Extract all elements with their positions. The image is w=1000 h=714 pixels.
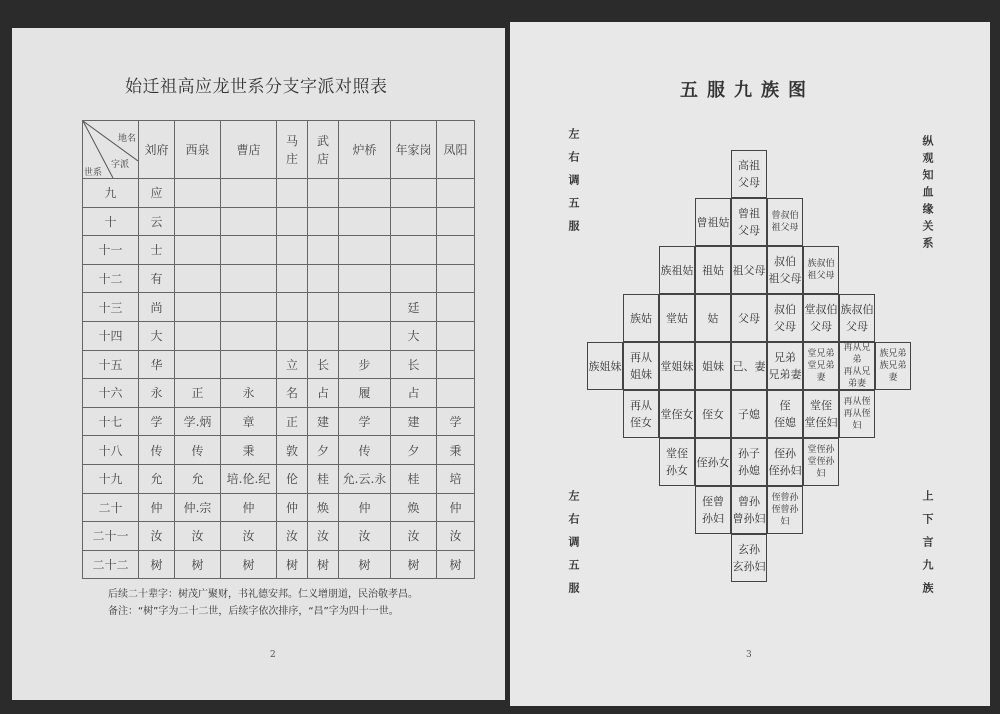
- table-row: [83, 236, 475, 265]
- character-cell: 章: [221, 407, 277, 436]
- character-cell: [339, 236, 391, 265]
- character-cell: 汝: [437, 522, 475, 551]
- character-cell: [391, 207, 437, 236]
- character-cell: [175, 264, 221, 293]
- generation-cell: 二十: [83, 493, 139, 522]
- column-header: 武 店: [308, 121, 339, 179]
- generation-cell: 十: [83, 207, 139, 236]
- character-cell: 正: [175, 379, 221, 408]
- kinship-cell: 父母: [731, 294, 767, 342]
- kinship-cell: 族祖姑: [659, 246, 695, 294]
- character-cell: [437, 207, 475, 236]
- kinship-cell: 侄 侄媳: [767, 390, 803, 438]
- kinship-cell: 堂侄孙 堂侄孙妇: [803, 438, 839, 486]
- character-cell: 树: [277, 550, 308, 579]
- character-cell: [277, 207, 308, 236]
- character-cell: [277, 179, 308, 208]
- generation-cell: 十八: [83, 436, 139, 465]
- table-row: [83, 207, 475, 236]
- side-text-right-top: 纵观知血缘关系: [921, 135, 934, 254]
- kinship-cell: 堂姐妹: [659, 342, 695, 390]
- table-row: [83, 493, 475, 522]
- character-cell: 敦: [277, 436, 308, 465]
- column-header: 西泉: [175, 121, 221, 179]
- kinship-cell: 堂叔伯 父母: [803, 294, 839, 342]
- table-row: [83, 407, 475, 436]
- generation-cell: 十五: [83, 350, 139, 379]
- character-cell: 允: [139, 464, 175, 493]
- character-cell: 树: [308, 550, 339, 579]
- side-text-left-bottom: 左右调五服: [567, 490, 580, 605]
- character-cell: 允: [175, 464, 221, 493]
- character-cell: 树: [437, 550, 475, 579]
- table-row: [83, 550, 475, 579]
- character-cell: 培: [437, 464, 475, 493]
- page-number-left: 2: [270, 650, 276, 660]
- character-cell: [221, 207, 277, 236]
- character-cell: [221, 293, 277, 322]
- kinship-cell: 高祖 父母: [731, 150, 767, 198]
- corner-header: [83, 121, 139, 179]
- table-row: [83, 436, 475, 465]
- character-cell: 有: [139, 264, 175, 293]
- kinship-cell: 子媳: [731, 390, 767, 438]
- character-cell: 仲: [339, 493, 391, 522]
- kinship-cell: 侄孙 侄孙妇: [767, 438, 803, 486]
- character-cell: 应: [139, 179, 175, 208]
- character-cell: 仲: [139, 493, 175, 522]
- table-row: [83, 350, 475, 379]
- character-cell: 传: [139, 436, 175, 465]
- generation-cell: 十六: [83, 379, 139, 408]
- kinship-cell: 曾祖 父母: [731, 198, 767, 246]
- character-cell: [437, 321, 475, 350]
- character-cell: 焕: [391, 493, 437, 522]
- character-cell: [277, 321, 308, 350]
- character-cell: [277, 264, 308, 293]
- character-cell: 尚: [139, 293, 175, 322]
- kinship-cell: 再从 姐妹: [623, 342, 659, 390]
- character-cell: 仲.宗: [175, 493, 221, 522]
- character-cell: 名: [277, 379, 308, 408]
- kinship-cell: 族姐妹: [587, 342, 623, 390]
- character-cell: 永: [221, 379, 277, 408]
- kinship-cell: 曾祖姑: [695, 198, 731, 246]
- generation-cell: 十二: [83, 264, 139, 293]
- column-header: 炉桥: [339, 121, 391, 179]
- character-cell: 云: [139, 207, 175, 236]
- character-cell: [221, 179, 277, 208]
- character-cell: 立: [277, 350, 308, 379]
- kinship-cell: 己、妻: [731, 342, 767, 390]
- kinship-cell: 堂侄女: [659, 390, 695, 438]
- kinship-cell: 族叔伯 父母: [839, 294, 875, 342]
- page-number-right: 3: [746, 650, 752, 660]
- character-cell: [175, 207, 221, 236]
- table-row: [83, 179, 475, 208]
- kinship-cell: 堂侄 孙女: [659, 438, 695, 486]
- character-cell: 廷: [391, 293, 437, 322]
- column-header: 曹店: [221, 121, 277, 179]
- generation-cell: 十七: [83, 407, 139, 436]
- column-header: 马 庄: [277, 121, 308, 179]
- character-cell: 履: [339, 379, 391, 408]
- character-cell: [308, 207, 339, 236]
- kinship-cell: 玄孙 玄孙妇: [731, 534, 767, 582]
- character-cell: [175, 321, 221, 350]
- character-cell: 长: [391, 350, 437, 379]
- character-cell: [339, 264, 391, 293]
- kinship-cell: 侄女: [695, 390, 731, 438]
- character-cell: 汝: [175, 522, 221, 551]
- character-cell: 树: [175, 550, 221, 579]
- character-cell: 士: [139, 236, 175, 265]
- character-cell: [277, 293, 308, 322]
- character-cell: 仲: [221, 493, 277, 522]
- character-cell: 桂: [308, 464, 339, 493]
- kinship-cell: 堂兄弟 堂兄弟妻: [803, 342, 839, 390]
- character-cell: [221, 321, 277, 350]
- table-row: [83, 321, 475, 350]
- character-cell: 占: [391, 379, 437, 408]
- character-cell: 占: [308, 379, 339, 408]
- character-cell: 大: [139, 321, 175, 350]
- character-cell: [339, 321, 391, 350]
- generation-cell: 十一: [83, 236, 139, 265]
- table-note-1: 后续二十辈字：树茂广聚财，书礼德安邦。仁义增朋道，民治敬孝昌。: [108, 589, 418, 600]
- table-note-2: 备注：“树”字为二十二世，后续字依次排序，“昌”字为四十一世。: [108, 606, 399, 617]
- character-cell: 传: [175, 436, 221, 465]
- character-cell: [175, 293, 221, 322]
- kinship-cell: 兄弟 兄弟妻: [767, 342, 803, 390]
- corner-label-generation: 世系: [84, 168, 103, 178]
- table-row: [83, 464, 475, 493]
- character-cell: [175, 236, 221, 265]
- character-cell: 学: [139, 407, 175, 436]
- character-cell: 汝: [339, 522, 391, 551]
- character-cell: [175, 350, 221, 379]
- character-cell: [391, 236, 437, 265]
- character-cell: 焕: [308, 493, 339, 522]
- kinship-cell: 侄曾孙 侄曾孙妇: [767, 486, 803, 534]
- character-cell: [308, 321, 339, 350]
- character-cell: [437, 236, 475, 265]
- generation-cell: 十九: [83, 464, 139, 493]
- generation-cell: 十四: [83, 321, 139, 350]
- table-title: 始迁祖高应龙世系分支字派对照表: [125, 77, 388, 97]
- character-cell: [175, 179, 221, 208]
- kinship-cell: 祖姑: [695, 246, 731, 294]
- character-cell: 步: [339, 350, 391, 379]
- kinship-cell: 曾叔伯 祖父母: [767, 198, 803, 246]
- character-cell: 汝: [277, 522, 308, 551]
- character-cell: [437, 264, 475, 293]
- generation-cell: 二十二: [83, 550, 139, 579]
- kinship-cell: 叔伯 祖父母: [767, 246, 803, 294]
- character-cell: 培.伦.纪: [221, 464, 277, 493]
- character-cell: 夕: [308, 436, 339, 465]
- character-cell: 允.云.永: [339, 464, 391, 493]
- kinship-cell: 叔伯 父母: [767, 294, 803, 342]
- side-text-left-top: 左右调五服: [567, 128, 580, 243]
- kinship-cell: 侄曾 孙妇: [695, 486, 731, 534]
- character-cell: [221, 264, 277, 293]
- character-cell: [308, 179, 339, 208]
- character-cell: [437, 293, 475, 322]
- character-cell: 树: [339, 550, 391, 579]
- character-cell: [308, 293, 339, 322]
- character-cell: 汝: [139, 522, 175, 551]
- character-cell: 建: [308, 407, 339, 436]
- column-header: 年家岗: [391, 121, 437, 179]
- diagram-title: 五服九族图: [680, 80, 815, 101]
- kinship-cell: 再从 侄女: [623, 390, 659, 438]
- kinship-cell: 族兄弟 族兄弟妻: [875, 342, 911, 390]
- character-cell: 学.炳: [175, 407, 221, 436]
- character-cell: 长: [308, 350, 339, 379]
- corner-label-place: 地名: [117, 134, 136, 144]
- character-cell: [277, 236, 308, 265]
- kinship-cell: 曾孙 曾孙妇: [731, 486, 767, 534]
- generation-name-table: [82, 120, 475, 579]
- character-cell: 汝: [308, 522, 339, 551]
- column-header: 凤阳: [437, 121, 475, 179]
- character-cell: [339, 179, 391, 208]
- character-cell: 秉: [437, 436, 475, 465]
- character-cell: [339, 207, 391, 236]
- character-cell: 华: [139, 350, 175, 379]
- kinship-cell: 堂侄 堂侄妇: [803, 390, 839, 438]
- table-row: [83, 522, 475, 551]
- generation-cell: 九: [83, 179, 139, 208]
- character-cell: 学: [437, 407, 475, 436]
- character-cell: 汝: [221, 522, 277, 551]
- kinship-cell: 孙子 孙媳: [731, 438, 767, 486]
- character-cell: 树: [391, 550, 437, 579]
- character-cell: [221, 236, 277, 265]
- column-header: 刘府: [139, 121, 175, 179]
- character-cell: [437, 350, 475, 379]
- character-cell: 仲: [277, 493, 308, 522]
- character-cell: [437, 379, 475, 408]
- generation-cell: 二十一: [83, 522, 139, 551]
- character-cell: 建: [391, 407, 437, 436]
- character-cell: [221, 350, 277, 379]
- character-cell: 学: [339, 407, 391, 436]
- table-row: [83, 379, 475, 408]
- character-cell: 永: [139, 379, 175, 408]
- kinship-cell: 堂姑: [659, 294, 695, 342]
- character-cell: 树: [139, 550, 175, 579]
- kinship-cell: 姐妹: [695, 342, 731, 390]
- kinship-cell: 侄孙女: [695, 438, 731, 486]
- kinship-cell: 族叔伯 祖父母: [803, 246, 839, 294]
- character-cell: 树: [221, 550, 277, 579]
- character-cell: 夕: [391, 436, 437, 465]
- kinship-cell: 再从侄 再从侄妇: [839, 390, 875, 438]
- table-row: [83, 293, 475, 322]
- character-cell: 大: [391, 321, 437, 350]
- character-cell: 仲: [437, 493, 475, 522]
- character-cell: [339, 293, 391, 322]
- character-cell: [308, 264, 339, 293]
- table-row: [83, 264, 475, 293]
- side-text-right-bottom: 上下言九族: [921, 490, 934, 605]
- character-cell: [391, 264, 437, 293]
- kinship-cell: 再从兄弟 再从兄弟妻: [839, 342, 875, 390]
- character-cell: 秉: [221, 436, 277, 465]
- character-cell: 桂: [391, 464, 437, 493]
- corner-label-character: 字派: [111, 160, 130, 170]
- kinship-cell: 祖父母: [731, 246, 767, 294]
- kinship-cell: 姑: [695, 294, 731, 342]
- generation-cell: 十三: [83, 293, 139, 322]
- character-cell: [437, 179, 475, 208]
- character-cell: 汝: [391, 522, 437, 551]
- character-cell: 正: [277, 407, 308, 436]
- character-cell: 伦: [277, 464, 308, 493]
- kinship-cell: 族姑: [623, 294, 659, 342]
- character-cell: [308, 236, 339, 265]
- character-cell: [391, 179, 437, 208]
- character-cell: 传: [339, 436, 391, 465]
